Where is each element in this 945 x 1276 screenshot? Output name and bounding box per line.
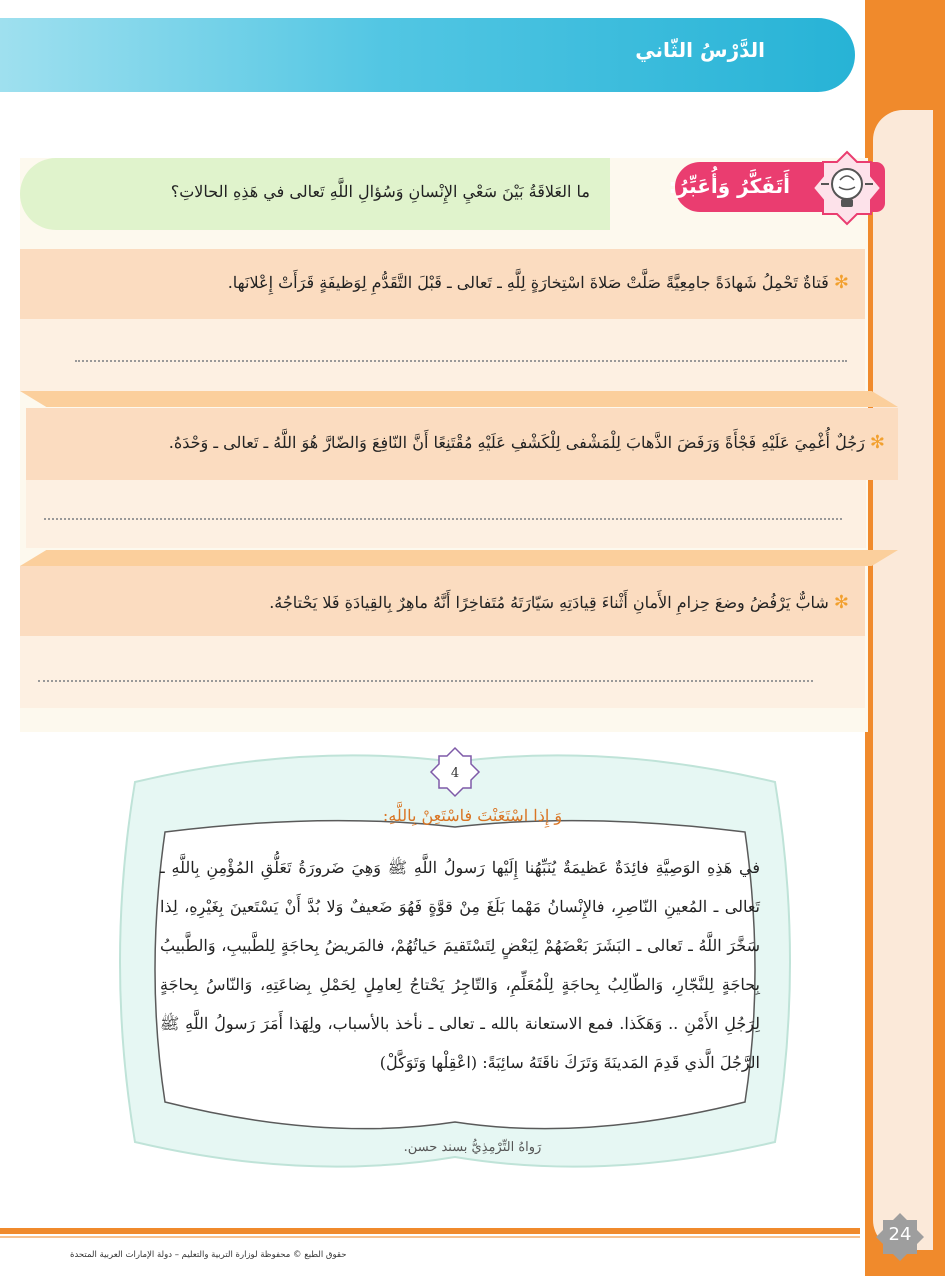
answer-line-2[interactable] (44, 518, 842, 520)
case-text: فَتاةٌ تَحْمِلُ شَهادَةً جامِعِيَّةً صَلَّتْ صَلاةَ اسْتِخارَةٍ لِلَّهِ ـ تَعالى ـ قَبْلَ التَّقَدُّمِ لِوَظيفَةٍ قَرَأَتْ إِعْلانَها. (227, 273, 829, 292)
case-1 (228, 272, 849, 293)
think-express-label: أَتَفَكَّرُ وَأُعَبِّرُ: (668, 174, 790, 198)
star-bullet-icon: ✻ (833, 592, 849, 613)
brain-bulb-icon (809, 150, 885, 226)
case-text: رَجُلٌ أُغْمِيَ عَلَيْهِ فَجْأَةً وَرَفَضَ الذَّهابَ لِلْمَشْفى لِلْكَشْفِ عَلَيْهِ مُقْتَنِعًا أَنَّ النّافِعَ وَالضّارَّ هُوَ اللَّهُ ـ تَعالى ـ وَحْدَهُ. (168, 433, 865, 452)
hadith-source: رَواهُ التِّرْمِذِيُّ بسند حسن. (403, 1140, 542, 1155)
footer-rule (0, 1228, 860, 1234)
footer-rule-thin (0, 1236, 860, 1238)
page-number: 24 (888, 1224, 912, 1245)
lesson-title: الدَّرْسُ الثّاني (635, 38, 765, 62)
divider-strip (20, 391, 898, 407)
divider-strip (20, 550, 898, 566)
lesson-number: 4 (450, 766, 460, 781)
answer-area-2[interactable] (26, 480, 866, 548)
answer-line-3[interactable] (38, 680, 813, 682)
answer-area-3[interactable] (20, 636, 865, 708)
hadith-heading: وَ إِذا اسْتَعَنْتَ فاسْتَعِنْ بِاللَّهِ: (382, 806, 563, 825)
answer-line-1[interactable] (75, 360, 847, 362)
case-3 (269, 592, 849, 613)
page-border-inner (873, 110, 933, 1250)
star-bullet-icon: ✻ (833, 272, 849, 293)
activity-question: ما العَلاقَةُ بَيْنَ سَعْيِ الإِنْسانِ وَسُؤالِ اللَّهِ تَعالى في هَذِهِ الحالاتِ؟ (170, 182, 590, 201)
answer-area-1[interactable] (20, 319, 865, 391)
hadith-body: في هَذِهِ الوَصِيَّةِ فائِدَةٌ عَظيمَةٌ يُنَبِّهُنا إِلَيْها رَسولُ اللَّهِ ﷺ وَهِيَ ضَرورَةُ تَعَلُّقِ المُؤْمِنِ بِاللَّهِ ـ تَعالى ـ المُعينِ النّاصِرِ، فالإِنْسانُ مَهْما بَلَغَ مِنْ قوَّةٍ فَهُوَ ضَعيفٌ وَلا بُدَّ أَنْ يَسْتَعينَ بِغَيْرِهِ، لِذا سَخَّرَ اللَّهُ ـ تَعالى ـ البَشَرَ بَعْضَهُمْ لِبَعْضٍ لِتَسْتَقيمَ حَياتُهُمْ، فالمَريضُ بِحاجَةٍ لِلطَّبيبِ، وَالطَّبيبُ بِحاجَةٍ لِلنَّجّارِ، وَالطّالِبُ بِحاجَةٍ لِلْمُعَلِّمِ، وَالتّاجِرُ يَحْتاجُ لِعامِلٍ لِحَمْلِ بِضاعَتِهِ، وَالنّاسُ بِحاجَةٍ لِرَجُلِ الأَمْنِ .. وَهَكَذا. فمع الاستعانة بالله ـ تعالى ـ نأخذ بالأسباب، ولِهَذا أَمَرَ رَسولُ اللَّهِ ﷺ الرَّجُلَ الَّذي قَدِمَ المَدينَةَ وَتَرَكَ ناقَتَهُ سائِبَةً: (اعْقِلْها وَتَوَكَّلْ) (160, 858, 760, 1072)
copyright-notice: حقوق الطبع © محفوظة لوزارة التربية والتعليم – دولة الإمارات العربية المتحدة (70, 1250, 347, 1260)
case-2 (169, 432, 885, 453)
star-bullet-icon: ✻ (869, 432, 885, 453)
case-text: شابٌّ يَرْفُضُ وضعَ حِزامِ الأَمانِ أَثْناءَ قِيادَتِهِ سَيّارَتَهُ مُتَفاخِرًا أَنَّهُ ماهِرٌ بِالقِيادَةِ فَلا يَحْتاجُهُ. (269, 593, 829, 612)
